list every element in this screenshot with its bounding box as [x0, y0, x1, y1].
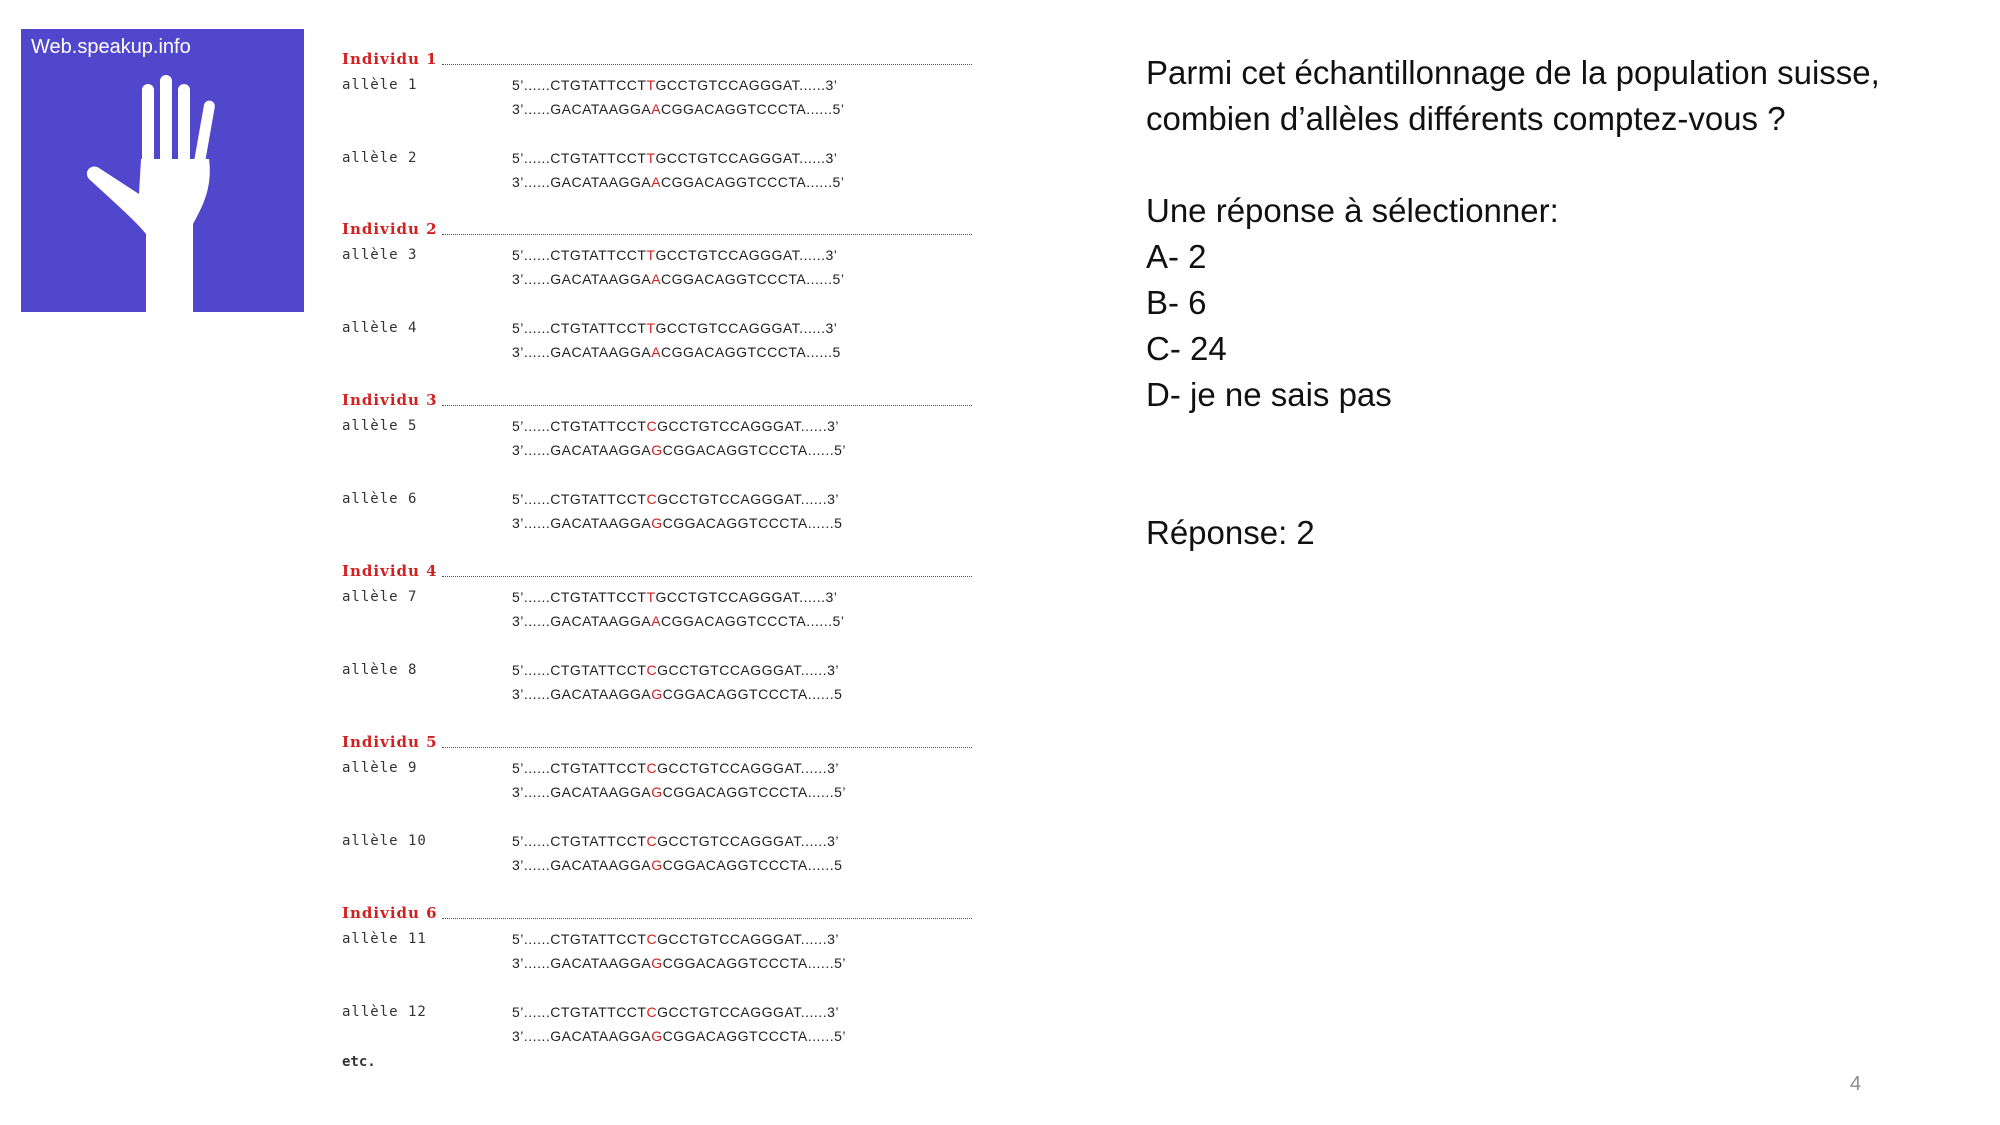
individual-header — [342, 52, 972, 68]
strand-3-to-5 — [512, 442, 846, 458]
strand-5-to-3 — [512, 931, 839, 947]
mutation-base: G — [651, 515, 663, 531]
sequence-suffix: GCCTGTCCAGGGAT......3’ — [655, 150, 838, 166]
mutation-base: G — [651, 1028, 663, 1044]
allele-label: allèle 11 — [342, 931, 427, 947]
allele-label: allèle 7 — [342, 589, 418, 605]
page-number: 4 — [1850, 1073, 1862, 1095]
sequence-prefix: 3’......GACATAAGGA — [512, 784, 652, 800]
answer: Réponse: 2 — [1146, 514, 1315, 551]
option-c: C- 24 — [1146, 330, 1227, 367]
dotted-separator — [442, 405, 972, 406]
sequence-suffix: CGGACAGGTCCCTA......5’ — [662, 784, 847, 800]
mutation-base: C — [646, 931, 658, 947]
sequence-suffix: GCCTGTCCAGGGAT......3’ — [655, 320, 838, 336]
sequence-prefix: 5’......CTGTATTCCT — [512, 833, 647, 849]
mutation-base: A — [651, 101, 662, 117]
strand-5-to-3 — [512, 491, 839, 507]
individual-header — [342, 222, 972, 238]
question-line-2: combien d’allèles différents comptez-vous ? — [1146, 100, 1786, 137]
strand-3-to-5 — [512, 1028, 846, 1044]
strand-3-to-5 — [512, 344, 841, 360]
sequence-prefix: 5’......CTGTATTCCT — [512, 418, 647, 434]
mutation-base: T — [646, 589, 656, 605]
mutation-base: A — [651, 271, 662, 287]
allele-label: allèle 4 — [342, 320, 418, 336]
sequence-prefix: 5’......CTGTATTCCT — [512, 491, 647, 507]
allele-label: allèle 6 — [342, 491, 418, 507]
sequence-suffix: CGGACAGGTCCCTA......5 — [662, 857, 843, 873]
individual-label: Individu 4 — [342, 562, 438, 580]
strand-5-to-3 — [512, 589, 837, 605]
sequence-prefix: 5’......CTGTATTCCT — [512, 589, 647, 605]
mutation-base: T — [646, 320, 656, 336]
strand-5-to-3 — [512, 760, 839, 776]
etc-label: etc. — [342, 1054, 376, 1070]
strand-3-to-5 — [512, 784, 846, 800]
mutation-base: C — [646, 1004, 658, 1020]
mutation-base: G — [651, 857, 663, 873]
option-a: A- 2 — [1146, 238, 1207, 275]
mutation-base: C — [646, 491, 658, 507]
question-line-1: Parmi cet échantillonnage de la population suisse, — [1146, 54, 1880, 91]
sequence-prefix: 3’......GACATAAGGA — [512, 515, 652, 531]
strand-5-to-3 — [512, 320, 837, 336]
strand-3-to-5 — [512, 515, 842, 531]
dotted-separator — [442, 576, 972, 577]
individual-header — [342, 564, 972, 580]
sequence-prefix: 5’......CTGTATTCCT — [512, 77, 647, 93]
strand-3-to-5 — [512, 174, 844, 190]
option-d: D- je ne sais pas — [1146, 376, 1392, 413]
sequence-suffix: GCCTGTCCAGGGAT......3’ — [657, 491, 839, 507]
allele-label: allèle 2 — [342, 150, 418, 166]
dna-sequence-figure — [342, 52, 972, 1082]
sequence-suffix: GCCTGTCCAGGGAT......3’ — [655, 589, 838, 605]
mutation-base: T — [646, 77, 656, 93]
sequence-prefix: 5’......CTGTATTCCT — [512, 931, 647, 947]
allele-label: allèle 12 — [342, 1004, 427, 1020]
sequence-suffix: GCCTGTCCAGGGAT......3’ — [657, 833, 839, 849]
mutation-base: T — [646, 247, 656, 263]
mutation-base: A — [651, 613, 662, 629]
individual-label: Individu 6 — [342, 904, 438, 922]
sequence-suffix: GCCTGTCCAGGGAT......3’ — [655, 247, 838, 263]
option-b: B- 6 — [1146, 284, 1207, 321]
mutation-base: A — [651, 344, 662, 360]
sequence-suffix: GCCTGTCCAGGGAT......3’ — [657, 662, 839, 678]
sequence-prefix: 3’......GACATAAGGA — [512, 857, 652, 873]
strand-5-to-3 — [512, 150, 837, 166]
sequence-suffix: GCCTGTCCAGGGAT......3’ — [657, 1004, 839, 1020]
sequence-prefix: 3’......GACATAAGGA — [512, 101, 652, 117]
dotted-separator — [442, 747, 972, 748]
dotted-separator — [442, 234, 972, 235]
allele-label: allèle 9 — [342, 760, 418, 776]
sequence-prefix: 3’......GACATAAGGA — [512, 955, 652, 971]
sequence-prefix: 5’......CTGTATTCCT — [512, 247, 647, 263]
sequence-suffix: CGGACAGGTCCCTA......5’ — [662, 442, 847, 458]
dotted-separator — [442, 918, 972, 919]
sequence-prefix: 5’......CTGTATTCCT — [512, 150, 647, 166]
instruction: Une réponse à sélectionner: — [1146, 192, 1559, 229]
individual-label: Individu 3 — [342, 391, 438, 409]
mutation-base: C — [646, 833, 658, 849]
sequence-prefix: 5’......CTGTATTCCT — [512, 760, 647, 776]
sequence-suffix: GCCTGTCCAGGGAT......3’ — [657, 760, 839, 776]
mutation-base: C — [646, 418, 658, 434]
mutation-base: T — [646, 150, 656, 166]
allele-label: allèle 1 — [342, 77, 418, 93]
sequence-suffix: GCCTGTCCAGGGAT......3’ — [657, 418, 839, 434]
question-block — [1146, 50, 1966, 556]
individual-header — [342, 735, 972, 751]
sequence-prefix: 5’......CTGTATTCCT — [512, 320, 647, 336]
mutation-base: C — [646, 760, 658, 776]
sequence-suffix: CGGACAGGTCCCTA......5’ — [661, 174, 845, 190]
sequence-prefix: 3’......GACATAAGGA — [512, 344, 652, 360]
sequence-prefix: 3’......GACATAAGGA — [512, 613, 652, 629]
allele-label: allèle 10 — [342, 833, 427, 849]
sequence-suffix: CGGACAGGTCCCTA......5’ — [661, 613, 845, 629]
speakup-logo — [21, 29, 304, 312]
sequence-suffix: CGGACAGGTCCCTA......5 — [662, 686, 843, 702]
mutation-base: C — [646, 662, 658, 678]
sequence-suffix: CGGACAGGTCCCTA......5’ — [662, 955, 847, 971]
sequence-suffix: GCCTGTCCAGGGAT......3’ — [657, 931, 839, 947]
allele-label: allèle 5 — [342, 418, 418, 434]
individual-header — [342, 393, 972, 409]
strand-3-to-5 — [512, 857, 842, 873]
individual-label: Individu 1 — [342, 50, 438, 68]
sequence-prefix: 5’......CTGTATTCCT — [512, 1004, 647, 1020]
mutation-base: G — [651, 686, 663, 702]
sequence-prefix: 3’......GACATAAGGA — [512, 271, 652, 287]
individual-header — [342, 906, 972, 922]
raised-hand-icon — [21, 29, 304, 312]
strand-3-to-5 — [512, 613, 844, 629]
strand-5-to-3 — [512, 1004, 839, 1020]
sequence-prefix: 3’......GACATAAGGA — [512, 1028, 652, 1044]
sequence-suffix: CGGACAGGTCCCTA......5’ — [661, 101, 845, 117]
allele-label: allèle 3 — [342, 247, 418, 263]
strand-5-to-3 — [512, 418, 839, 434]
mutation-base: G — [651, 442, 663, 458]
strand-5-to-3 — [512, 247, 837, 263]
mutation-base: G — [651, 955, 663, 971]
strand-5-to-3 — [512, 662, 839, 678]
strand-3-to-5 — [512, 271, 844, 287]
dotted-separator — [442, 64, 972, 65]
mutation-base: G — [651, 784, 663, 800]
sequence-prefix: 3’......GACATAAGGA — [512, 174, 652, 190]
individual-label: Individu 5 — [342, 733, 438, 751]
allele-label: allèle 8 — [342, 662, 418, 678]
sequence-prefix: 5’......CTGTATTCCT — [512, 662, 647, 678]
strand-5-to-3 — [512, 833, 839, 849]
sequence-suffix: GCCTGTCCAGGGAT......3’ — [655, 77, 838, 93]
sequence-suffix: CGGACAGGTCCCTA......5 — [662, 515, 843, 531]
strand-3-to-5 — [512, 686, 842, 702]
mutation-base: A — [651, 174, 662, 190]
sequence-suffix: CGGACAGGTCCCTA......5 — [661, 344, 841, 360]
strand-5-to-3 — [512, 77, 837, 93]
strand-3-to-5 — [512, 955, 846, 971]
sequence-suffix: CGGACAGGTCCCTA......5’ — [661, 271, 845, 287]
sequence-prefix: 3’......GACATAAGGA — [512, 686, 652, 702]
strand-3-to-5 — [512, 101, 844, 117]
logo-text: Web.speakup.info — [31, 36, 191, 58]
individual-label: Individu 2 — [342, 220, 438, 238]
sequence-prefix: 3’......GACATAAGGA — [512, 442, 652, 458]
sequence-suffix: CGGACAGGTCCCTA......5’ — [662, 1028, 847, 1044]
